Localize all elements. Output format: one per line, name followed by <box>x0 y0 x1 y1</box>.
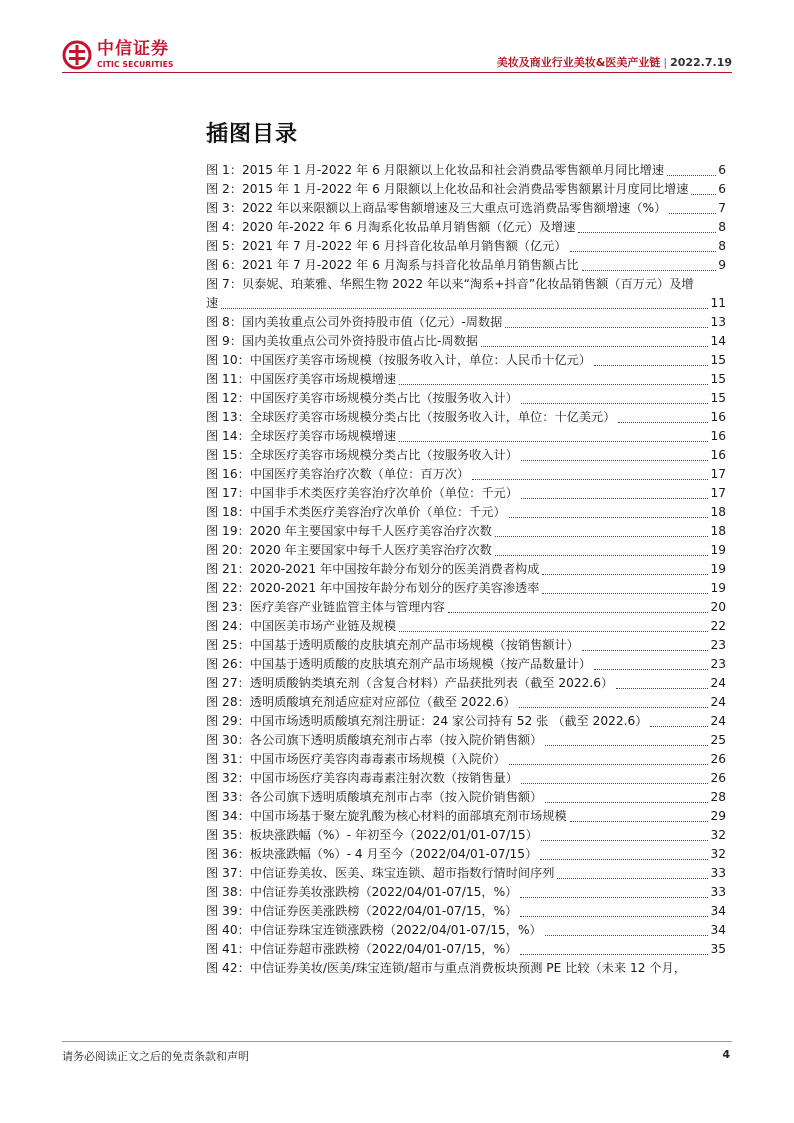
toc-entry-text: 图 28：透明质酸填充剂适应症对应部位（截至 2022.6） <box>206 695 516 709</box>
toc-page-number: 23 <box>710 657 726 671</box>
toc-page-number: 34 <box>710 904 726 918</box>
toc-entry-text: 图 26：中国基于透明质酸的皮肤填充剂产品市场规模（按产品数量计） <box>206 657 592 671</box>
header-separator: | <box>663 56 668 69</box>
toc-entry[interactable] <box>206 788 726 807</box>
toc-entry[interactable] <box>206 313 726 332</box>
toc-page-number: 15 <box>710 372 726 386</box>
toc-leader-dots <box>650 726 708 727</box>
toc-entry-text: 图 6：2021 年 7 月-2022 年 6 月淘系与抖音化妆品单月销售额占比 <box>206 258 579 272</box>
toc-leader-dots <box>540 859 708 860</box>
toc-leader-dots <box>582 270 716 271</box>
toc-page-number: 34 <box>710 923 726 937</box>
toc-entry-text: 图 12：中国医疗美容市场规模分类占比（按服务收入计） <box>206 391 518 405</box>
toc-entry-text: 图 22：2020-2021 年中国按年龄分布划分的医疗美容渗透率 <box>206 581 540 595</box>
toc-entry[interactable] <box>206 750 726 769</box>
toc-entry[interactable] <box>206 237 726 256</box>
toc-entry-text: 图 18：中国手术类医疗美容治疗次单价（单位：千元） <box>206 505 506 519</box>
footer-divider <box>62 1041 732 1042</box>
toc-page-number: 33 <box>710 866 726 880</box>
toc-leader-dots <box>481 346 709 347</box>
toc-entry-text: 图 40：中信证券珠宝连锁涨跌榜（2022/04/01-07/15，%） <box>206 923 542 937</box>
toc-entry-text: 图 3：2022 年以来限额以上商品零售额增速及三大重点可选消费品零售额增速（%） <box>206 201 667 215</box>
toc-entry-text: 图 38：中信证券美妆涨跌榜（2022/04/01-07/15，%） <box>206 885 518 899</box>
toc-page-number: 24 <box>710 695 726 709</box>
toc-page-number: 16 <box>710 429 726 443</box>
toc-entry-text: 图 24：中国医美市场产业链及规模 <box>206 619 397 633</box>
toc-entry[interactable] <box>206 598 726 617</box>
toc-entry-text: 图 19：2020 年主要国家中每千人医疗美容治疗次数 <box>206 524 492 538</box>
toc-page-number: 6 <box>718 163 726 177</box>
toc-leader-dots <box>570 821 709 822</box>
toc-page-number: 17 <box>710 486 726 500</box>
toc-leader-dots <box>669 213 716 214</box>
report-title: 美妆及商业行业美妆&医美产业链 <box>496 56 661 69</box>
toc-page-number: 29 <box>710 809 726 823</box>
toc-page-number: 33 <box>710 885 726 899</box>
toc-page-number: 19 <box>710 581 726 595</box>
toc-page-number: 11 <box>710 296 726 310</box>
toc-leader-dots <box>594 365 708 366</box>
toc-entry-text: 图 14：全球医疗美容市场规模增速 <box>206 429 397 443</box>
toc-leader-dots <box>521 460 709 461</box>
toc-page-number: 18 <box>710 505 726 519</box>
toc-entry-text: 图 13：全球医疗美容市场规模分类占比（按服务收入计，单位：十亿美元） <box>206 410 616 424</box>
toc-entry[interactable] <box>206 655 726 674</box>
toc-entry[interactable] <box>206 921 726 940</box>
toc-entry-text: 图 32：中国市场医疗美容肉毒毒素注射次数（按销售量） <box>206 771 518 785</box>
toc-entry-text: 图 39：中信证券医美涨跌榜（2022/04/01-07/15，%） <box>206 904 518 918</box>
toc-entry[interactable] <box>206 579 726 598</box>
toc-entry[interactable] <box>206 769 726 788</box>
page-header <box>62 38 732 74</box>
toc-page-number: 8 <box>718 239 726 253</box>
toc-entry[interactable] <box>206 541 726 560</box>
toc-entry-text: 图 16：中国医疗美容治疗次数（单位：百万次） <box>206 467 470 481</box>
toc-page-number: 32 <box>710 828 726 842</box>
toc-entry-text: 图 29：中国市场透明质酸填充剂注册证：24 家公司持有 52 张 （截至 2022.6） <box>206 714 648 728</box>
toc-leader-dots <box>545 745 708 746</box>
toc-entry-text: 图 20：2020 年主要国家中每千人医疗美容治疗次数 <box>206 543 492 557</box>
toc-leader-dots <box>545 802 708 803</box>
toc-entry[interactable] <box>206 199 726 218</box>
toc-page-number: 13 <box>710 315 726 329</box>
toc-entry[interactable] <box>206 902 726 921</box>
toc-entry[interactable] <box>206 959 726 978</box>
toc-leader-dots <box>520 954 708 955</box>
toc-leader-dots <box>505 327 708 328</box>
toc-entry[interactable] <box>206 731 726 750</box>
toc-entry-text: 图 23：医疗美容产业链监管主体与管理内容 <box>206 600 445 614</box>
toc-entry-text: 图 31：中国市场医疗美容肉毒毒素市场规模（入院价） <box>206 752 506 766</box>
toc-leader-dots <box>521 783 709 784</box>
toc-entry-text: 图 1：2015 年 1 月-2022 年 6 月限额以上化妆品和社会消费品零售额单月同比增速 <box>206 163 665 177</box>
toc-leader-dots <box>509 764 709 765</box>
toc-page-number: 6 <box>718 182 726 196</box>
footer-disclaimer: 请务必阅读正文之后的免责条款和声明 <box>62 1050 249 1063</box>
toc-entry-text: 图 42：中信证券美妆/医美/珠宝连锁/超市与重点消费板块预测 PE 比较（未来 12 个月， <box>206 961 686 975</box>
toc-leader-dots <box>520 897 708 898</box>
toc-entry-text: 图 17：中国非手术类医疗美容治疗次单价（单位：千元） <box>206 486 518 500</box>
toc-entry-text: 图 33：各公司旗下透明质酸填充剂市占率（按入院价销售额） <box>206 790 543 804</box>
toc-entry[interactable] <box>206 351 726 370</box>
toc-entry-text: 图 35：板块涨跌幅（%）- 年初至今（2022/01/01-07/15） <box>206 828 538 842</box>
toc-page-number: 19 <box>710 543 726 557</box>
toc-entry[interactable] <box>206 712 726 731</box>
toc-leader-dots <box>509 517 709 518</box>
toc-page-number: 26 <box>710 752 726 766</box>
toc-leader-dots <box>570 251 717 252</box>
toc-page-number: 32 <box>710 847 726 861</box>
toc-page-number: 16 <box>710 448 726 462</box>
toc-page-number: 16 <box>710 410 726 424</box>
toc-page-number: 8 <box>718 220 726 234</box>
toc-leader-dots <box>618 422 708 423</box>
toc-entry-text: 图 36：板块涨跌幅（%）- 4 月至今（2022/04/01-07/15） <box>206 847 538 861</box>
toc-entry[interactable] <box>206 427 726 446</box>
toc-page-number: 24 <box>710 676 726 690</box>
toc-entry-text: 图 8：国内美妆重点公司外资持股市值（亿元）-周数据 <box>206 315 503 329</box>
toc-leader-dots <box>545 935 709 936</box>
toc-leader-dots <box>542 593 708 594</box>
toc-leader-dots <box>616 688 708 689</box>
toc-entry[interactable] <box>206 845 726 864</box>
toc-leader-dots <box>521 403 709 404</box>
toc-leader-dots <box>519 707 709 708</box>
toc-entry[interactable] <box>206 389 726 408</box>
toc-leader-dots <box>594 669 708 670</box>
toc-entry[interactable] <box>206 503 726 522</box>
toc-page-number: 25 <box>710 733 726 747</box>
toc-page-number: 20 <box>710 600 726 614</box>
toc-entry[interactable] <box>206 560 726 579</box>
citic-logo-icon <box>62 40 92 70</box>
toc-leader-dots <box>542 574 708 575</box>
toc-entry-text: 图 4：2020 年-2022 年 6 月淘系化妆品单月销售额（亿元）及增速 <box>206 220 576 234</box>
toc-leader-dots <box>691 194 716 195</box>
toc-entry-text: 图 10：中国医疗美容市场规模（按服务收入计，单位：人民币十亿元） <box>206 353 592 367</box>
toc-entry[interactable] <box>206 465 726 484</box>
toc-entry[interactable] <box>206 370 726 389</box>
toc-entry[interactable] <box>206 484 726 503</box>
toc-page-number: 15 <box>710 391 726 405</box>
toc-entry-text: 图 11：中国医疗美容市场规模增速 <box>206 372 397 386</box>
toc-entry[interactable] <box>206 617 726 636</box>
toc-entry-text: 图 34：中国市场基于聚左旋乳酸为核心材料的面部填充剂市场规模 <box>206 809 567 823</box>
report-date: 2022.7.19 <box>670 56 732 69</box>
toc-entry-text: 图 30：各公司旗下透明质酸填充剂市占率（按入院价销售额） <box>206 733 543 747</box>
toc-entry[interactable] <box>206 408 726 427</box>
figure-index-list <box>206 161 726 978</box>
toc-leader-dots <box>521 498 709 499</box>
toc-entry[interactable] <box>206 636 726 655</box>
toc-page-number: 24 <box>710 714 726 728</box>
toc-entry[interactable] <box>206 446 726 465</box>
toc-entry-text: 图 2：2015 年 1 月-2022 年 6 月限额以上化妆品和社会消费品零售额累计月度同比增速 <box>206 182 689 196</box>
toc-page-number: 35 <box>710 942 726 956</box>
toc-page-number: 22 <box>710 619 726 633</box>
logo-en: CITIC SECURITIES <box>97 60 174 70</box>
toc-entry[interactable] <box>206 864 726 883</box>
page-title: 插图目录 <box>206 122 299 147</box>
toc-leader-dots <box>221 308 708 309</box>
header-divider <box>62 72 732 73</box>
toc-leader-dots <box>399 384 708 385</box>
toc-entry[interactable] <box>206 218 726 237</box>
toc-entry-text: 图 5：2021 年 7 月-2022 年 6 月抖音化妆品单月销售额（亿元） <box>206 239 567 253</box>
toc-leader-dots <box>472 479 708 480</box>
toc-entry[interactable] <box>206 826 726 845</box>
toc-entry[interactable] <box>206 674 726 693</box>
toc-page-number: 7 <box>718 201 726 215</box>
toc-leader-dots <box>520 916 708 917</box>
toc-leader-dots <box>495 555 709 556</box>
toc-page-number: 18 <box>710 524 726 538</box>
toc-page-number: 19 <box>710 562 726 576</box>
toc-leader-dots <box>399 631 708 632</box>
toc-entry-text: 图 27：透明质酸钠类填充剂（含复合材料）产品获批列表（截至 2022.6） <box>206 676 614 690</box>
toc-page-number: 15 <box>710 353 726 367</box>
report-header <box>497 54 732 70</box>
toc-leader-dots <box>448 612 709 613</box>
toc-entry[interactable] <box>206 161 726 180</box>
toc-entry[interactable] <box>206 180 726 199</box>
toc-entry-text: 图 37：中信证券美妆、医美、珠宝连锁、超市指数行情时间序列 <box>206 866 555 880</box>
toc-entry[interactable] <box>206 807 726 826</box>
toc-entry-text: 图 15：全球医疗美容市场规模分类占比（按服务收入计） <box>206 448 518 462</box>
toc-entry-text: 图 21：2020-2021 年中国按年龄分布划分的医美消费者构成 <box>206 562 540 576</box>
toc-leader-dots <box>582 650 709 651</box>
page-number: 4 <box>722 1048 730 1061</box>
toc-entry-text: 图 7：贝泰妮、珀莱雅、华熙生物 2022 年以来“淘系+抖音”化妆品销售额（百万元）及增 <box>206 277 694 291</box>
toc-leader-dots <box>667 175 716 176</box>
toc-page-number: 28 <box>710 790 726 804</box>
toc-entry[interactable] <box>206 693 726 712</box>
toc-leader-dots <box>557 878 708 879</box>
toc-entry[interactable] <box>206 940 726 959</box>
toc-entry[interactable] <box>206 522 726 541</box>
toc-page-number: 23 <box>710 638 726 652</box>
citic-logo <box>62 38 174 72</box>
toc-entry[interactable] <box>206 883 726 902</box>
toc-leader-dots <box>578 232 716 233</box>
toc-entry-text: 图 9：国内美妆重点公司外资持股市值占比-周数据 <box>206 334 478 348</box>
toc-entry[interactable] <box>206 275 726 313</box>
toc-entry[interactable] <box>206 256 726 275</box>
toc-entry[interactable] <box>206 332 726 351</box>
toc-entry-text: 图 25：中国基于透明质酸的皮肤填充剂产品市场规模（按销售额计） <box>206 638 579 652</box>
toc-entry-text-cont: 速 <box>206 296 219 310</box>
toc-leader-dots <box>495 536 709 537</box>
logo-cn: 中信证券 <box>97 39 169 60</box>
toc-page-number: 14 <box>710 334 726 348</box>
toc-page-number: 9 <box>718 258 726 272</box>
toc-leader-dots <box>541 840 709 841</box>
toc-page-number: 17 <box>710 467 726 481</box>
toc-page-number: 26 <box>710 771 726 785</box>
toc-leader-dots <box>399 441 708 442</box>
toc-entry-text: 图 41：中信证券超市涨跌榜（2022/04/01-07/15，%） <box>206 942 518 956</box>
